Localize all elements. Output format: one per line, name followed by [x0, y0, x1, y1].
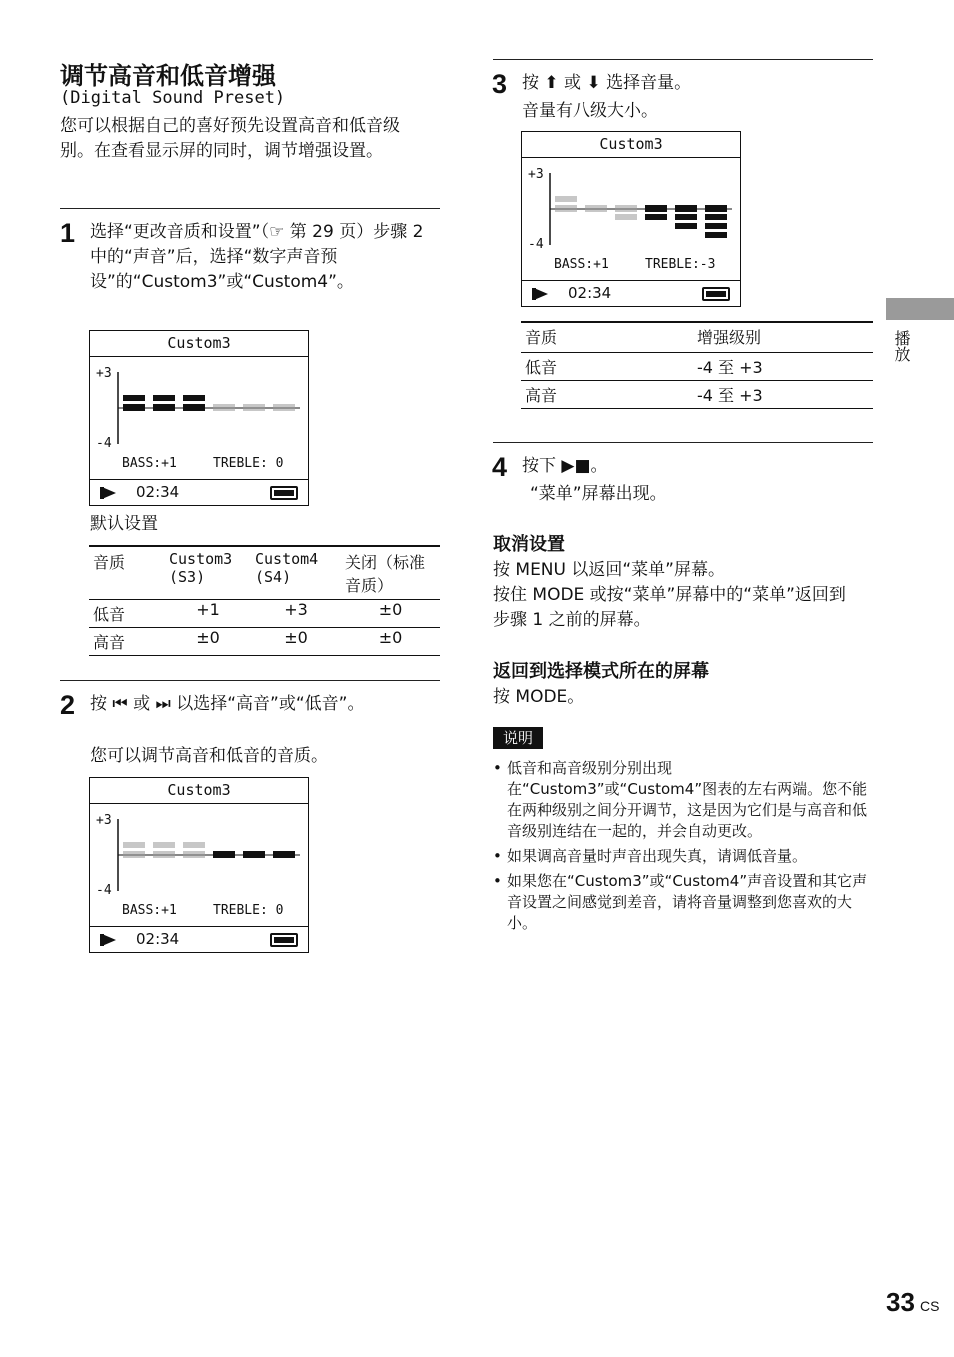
plot-max-label: +3 [96, 813, 112, 828]
eq-bar [123, 404, 145, 411]
table-header: 增强级别 [697, 328, 762, 347]
list-item: • 如果您在“Custom3”或“Custom4”声音设置和其它声音设置之间感觉到差音，请将音量调整到您喜欢的大小。 [493, 871, 873, 934]
step-2-number: 2 [60, 690, 76, 720]
intro-paragraph: 您可以根据自己的喜好预先设置高音和低音级别。在查看显示屏的同时，调节增强设置。 [60, 116, 400, 161]
cancel-line-2: 按住 MODE 或按“菜单”屏幕中的“菜单”返回到步骤 1 之前的屏幕。 [493, 585, 846, 630]
section-tab-label: 播放 [892, 330, 911, 362]
page-suffix: CS [920, 1298, 940, 1314]
page-title: 调节高音和低音增强 [60, 62, 276, 90]
eq-plot [90, 805, 308, 927]
eq-bar [183, 851, 205, 858]
screen-status-bar [522, 280, 740, 306]
eq-bar [645, 205, 667, 212]
eq-bar [243, 404, 265, 411]
table-row: 高音 ±0 ±0 ±0 [93, 628, 403, 652]
step-3-subtext: 音量有八级大小。 [522, 101, 658, 121]
screen-title: Custom3 [90, 331, 308, 357]
plot-min-label: -4 [528, 237, 544, 252]
table-header: 关闭（标准音质） [345, 553, 426, 595]
battery-icon [270, 486, 298, 500]
eq-bar [273, 404, 295, 411]
eq-bar [153, 851, 175, 858]
eq-bar [123, 851, 145, 858]
eq-bar [213, 404, 235, 411]
notes-list [493, 758, 873, 938]
bass-readout: BASS:+1 [122, 903, 177, 918]
device-screen-3 [521, 131, 741, 307]
plot-min-label: -4 [96, 883, 112, 898]
eq-bar [213, 851, 235, 858]
eq-bar [615, 214, 637, 220]
table-row: 高音 -4 至 +3 [525, 385, 763, 405]
return-heading: 返回到选择模式所在的屏幕 [493, 661, 709, 682]
default-settings-table [89, 545, 440, 656]
treble-readout: TREBLE:-3 [645, 257, 716, 272]
divider [493, 59, 873, 60]
screen-status-bar [90, 926, 308, 952]
eq-bar [183, 395, 205, 401]
step-2-subtext: 您可以调节高音和低音的音质。 [90, 746, 328, 766]
plot-max-label: +3 [528, 167, 544, 182]
treble-readout: TREBLE: 0 [213, 903, 284, 918]
section-tab-marker [886, 298, 954, 320]
step-4-text: 按下 ▶■。 [522, 456, 608, 476]
table-header: 音质 [93, 553, 126, 572]
table-row: 低音 -4 至 +3 [521, 352, 873, 380]
page-subtitle: (Digital Sound Preset) [60, 88, 286, 108]
plot-min-label: -4 [96, 436, 112, 451]
return-line-1: 按 MODE。 [493, 687, 585, 707]
step-2-text: 按 ⏮ 或 ⏭ 以选择“高音”或“低音”。 [90, 694, 365, 714]
step-1-text: 选择“更改音质和设置”（☞ 第 29 页）步骤 2 中的“声音”后，选择“数字声音预设”的“Custom3”或“Custom4”。 [90, 222, 424, 292]
divider [60, 208, 440, 209]
treble-readout: TREBLE: 0 [213, 456, 284, 471]
eq-bar [153, 842, 175, 848]
eq-bar [183, 842, 205, 848]
eq-bar [615, 205, 637, 212]
play-icon [102, 934, 116, 946]
battery-icon [702, 287, 730, 301]
play-icon [534, 288, 548, 300]
cancel-heading: 取消设置 [493, 534, 565, 555]
level-range-table [521, 321, 873, 409]
eq-bar [183, 404, 205, 411]
step-3-text: 按 ⬆ 或 ⬇ 选择音量。 [522, 73, 692, 93]
eq-bar [273, 851, 295, 858]
cancel-line-1: 按 MENU 以返回“菜单”屏幕。 [493, 560, 725, 580]
step-4-number: 4 [492, 452, 508, 482]
elapsed-time: 02:34 [136, 483, 180, 501]
table-header: Custom3 (S3) [169, 550, 233, 586]
table-header: 音质 [525, 328, 558, 347]
eq-bar [123, 395, 145, 401]
table-row: 低音 +1 +3 ±0 [89, 600, 440, 628]
table-header: Custom4 (S4) [255, 550, 319, 586]
step-1-number: 1 [60, 218, 76, 248]
eq-bar [153, 404, 175, 411]
screen-title: Custom3 [90, 778, 308, 804]
eq-plot [522, 159, 740, 281]
eq-bar [705, 214, 727, 220]
play-icon [102, 487, 116, 499]
elapsed-time: 02:34 [136, 930, 180, 948]
eq-bar [645, 214, 667, 220]
default-caption: 默认设置 [90, 514, 158, 534]
eq-bar [585, 205, 607, 212]
divider [60, 680, 440, 681]
bass-readout: BASS:+1 [122, 456, 177, 471]
eq-bar [675, 205, 697, 212]
screen-status-bar [90, 479, 308, 505]
elapsed-time: 02:34 [568, 284, 612, 302]
battery-icon [270, 933, 298, 947]
eq-bar [675, 214, 697, 220]
device-screen-2 [89, 777, 309, 953]
device-screen-1 [89, 330, 309, 506]
eq-bar [705, 223, 727, 229]
eq-bar [705, 232, 727, 238]
step-3-number: 3 [492, 69, 508, 99]
eq-bar [675, 223, 697, 229]
eq-bar [243, 851, 265, 858]
eq-bar [153, 395, 175, 401]
bass-readout: BASS:+1 [554, 257, 609, 272]
plot-max-label: +3 [96, 366, 112, 381]
page-number: 33 [886, 1287, 915, 1317]
eq-bar [123, 842, 145, 848]
step-4-subtext: “菜单”屏幕出现。 [530, 484, 667, 504]
eq-bar [705, 205, 727, 212]
list-item: • 低音和高音级别分别出现在“Custom3”或“Custom4”图表的左右两端。您不能在两种级别之间分开调节，这是因为它们是与高音和低音级别连结在一起的，并会自动更改。 [493, 758, 873, 842]
list-item: • 如果调高音量时声音出现失真，请调低音量。 [493, 846, 873, 867]
note-badge: 说明 [493, 727, 543, 749]
eq-plot [90, 358, 308, 480]
screen-title: Custom3 [522, 132, 740, 158]
eq-bar [555, 196, 577, 202]
divider [493, 442, 873, 443]
eq-bar [555, 205, 577, 212]
